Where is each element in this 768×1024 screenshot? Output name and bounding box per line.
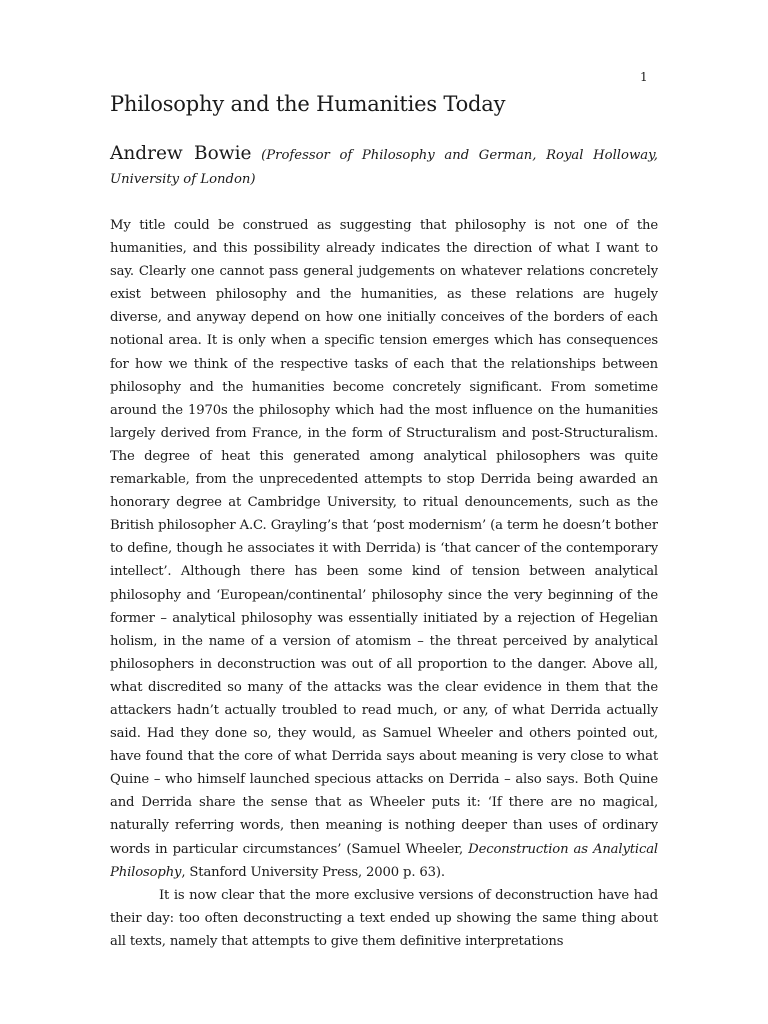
- body-text: [110, 214, 658, 1024]
- citation-details: , Stanford University Press, 2000 p. 63).: [181, 864, 445, 880]
- author-name: Andrew Bowie: [110, 143, 252, 164]
- page-number: 1: [640, 70, 648, 84]
- cited-book-title: Deconstruction as Analytical Philosophy: [110, 841, 658, 880]
- paragraph-1: [110, 214, 658, 884]
- author-affiliation: (Professor of Philosophy and German, Royal Holloway, University of London): [110, 148, 658, 187]
- document-title: Philosophy and the Humanities Today: [110, 92, 506, 116]
- paragraph-1-text: My title could be construed as suggesting that philosophy is not one of the humanities, and this possibility already indicates the direction of what I want to say. Clearly one cannot pass general judgements on whatever relations concretely exist between philosophy and the humanities, as these relations are hugely diverse, and anyway depend on how one initially conceives of the borders of each notional area. It is only when a specific tension emerges which has consequences for how we think of the respective tasks of each that the relationships between philosophy and the humanities become concretely significant. From sometime around the 1970s the philosophy which had the most influence on the humanities largely derived from France, in the form of Structuralism and post-Structuralism. The degree of heat this generated among analytical philosophers was quite remarkable, from the unprecedented attempts to stop Derrida being awarded an honorary degree at Cambridge University, to ritual denouncements, such as the British philosopher A.C. Grayling’s that ‘post modernism’ (a term he doesn’t bother to define, though he associates it with Derrida) is ‘that cancer of the contemporary intellect’. Although there has been some kind of tension between analytical philosophy and ‘European/continental’ philosophy since the very beginning of the former – analytical philosophy was essentially initiated by a rejection of Hegelian holism, in the name of a version of atomism – the threat perceived by analytical philosophers in deconstruction was out of all proportion to the danger. Above all, what discredited so many of the attacks was the clear evidence in them that the attackers hadn’t actually troubled to read much, or any, of what Derrida actually said. Had they done so, they would, as Samuel Wheeler and others pointed out, have found that the core of what Derrida says about meaning is very close to what Quine – who himself launched specious attacks on Derrida – also says. Both Quine and Derrida share the sense that as Wheeler puts it: ‘If there are no magical, naturally referring words, then meaning is nothing deeper than uses of ordinary words in particular circumstances’ (Samuel Wheeler,: [110, 218, 658, 857]
- byline: [110, 142, 658, 192]
- paragraph-2: It is now clear that the more exclusive versions of deconstruction have had their day: too often deconstructing a text ended up showing the same thing about all texts, namely that attempts to give them definitive interpretations: [110, 887, 658, 949]
